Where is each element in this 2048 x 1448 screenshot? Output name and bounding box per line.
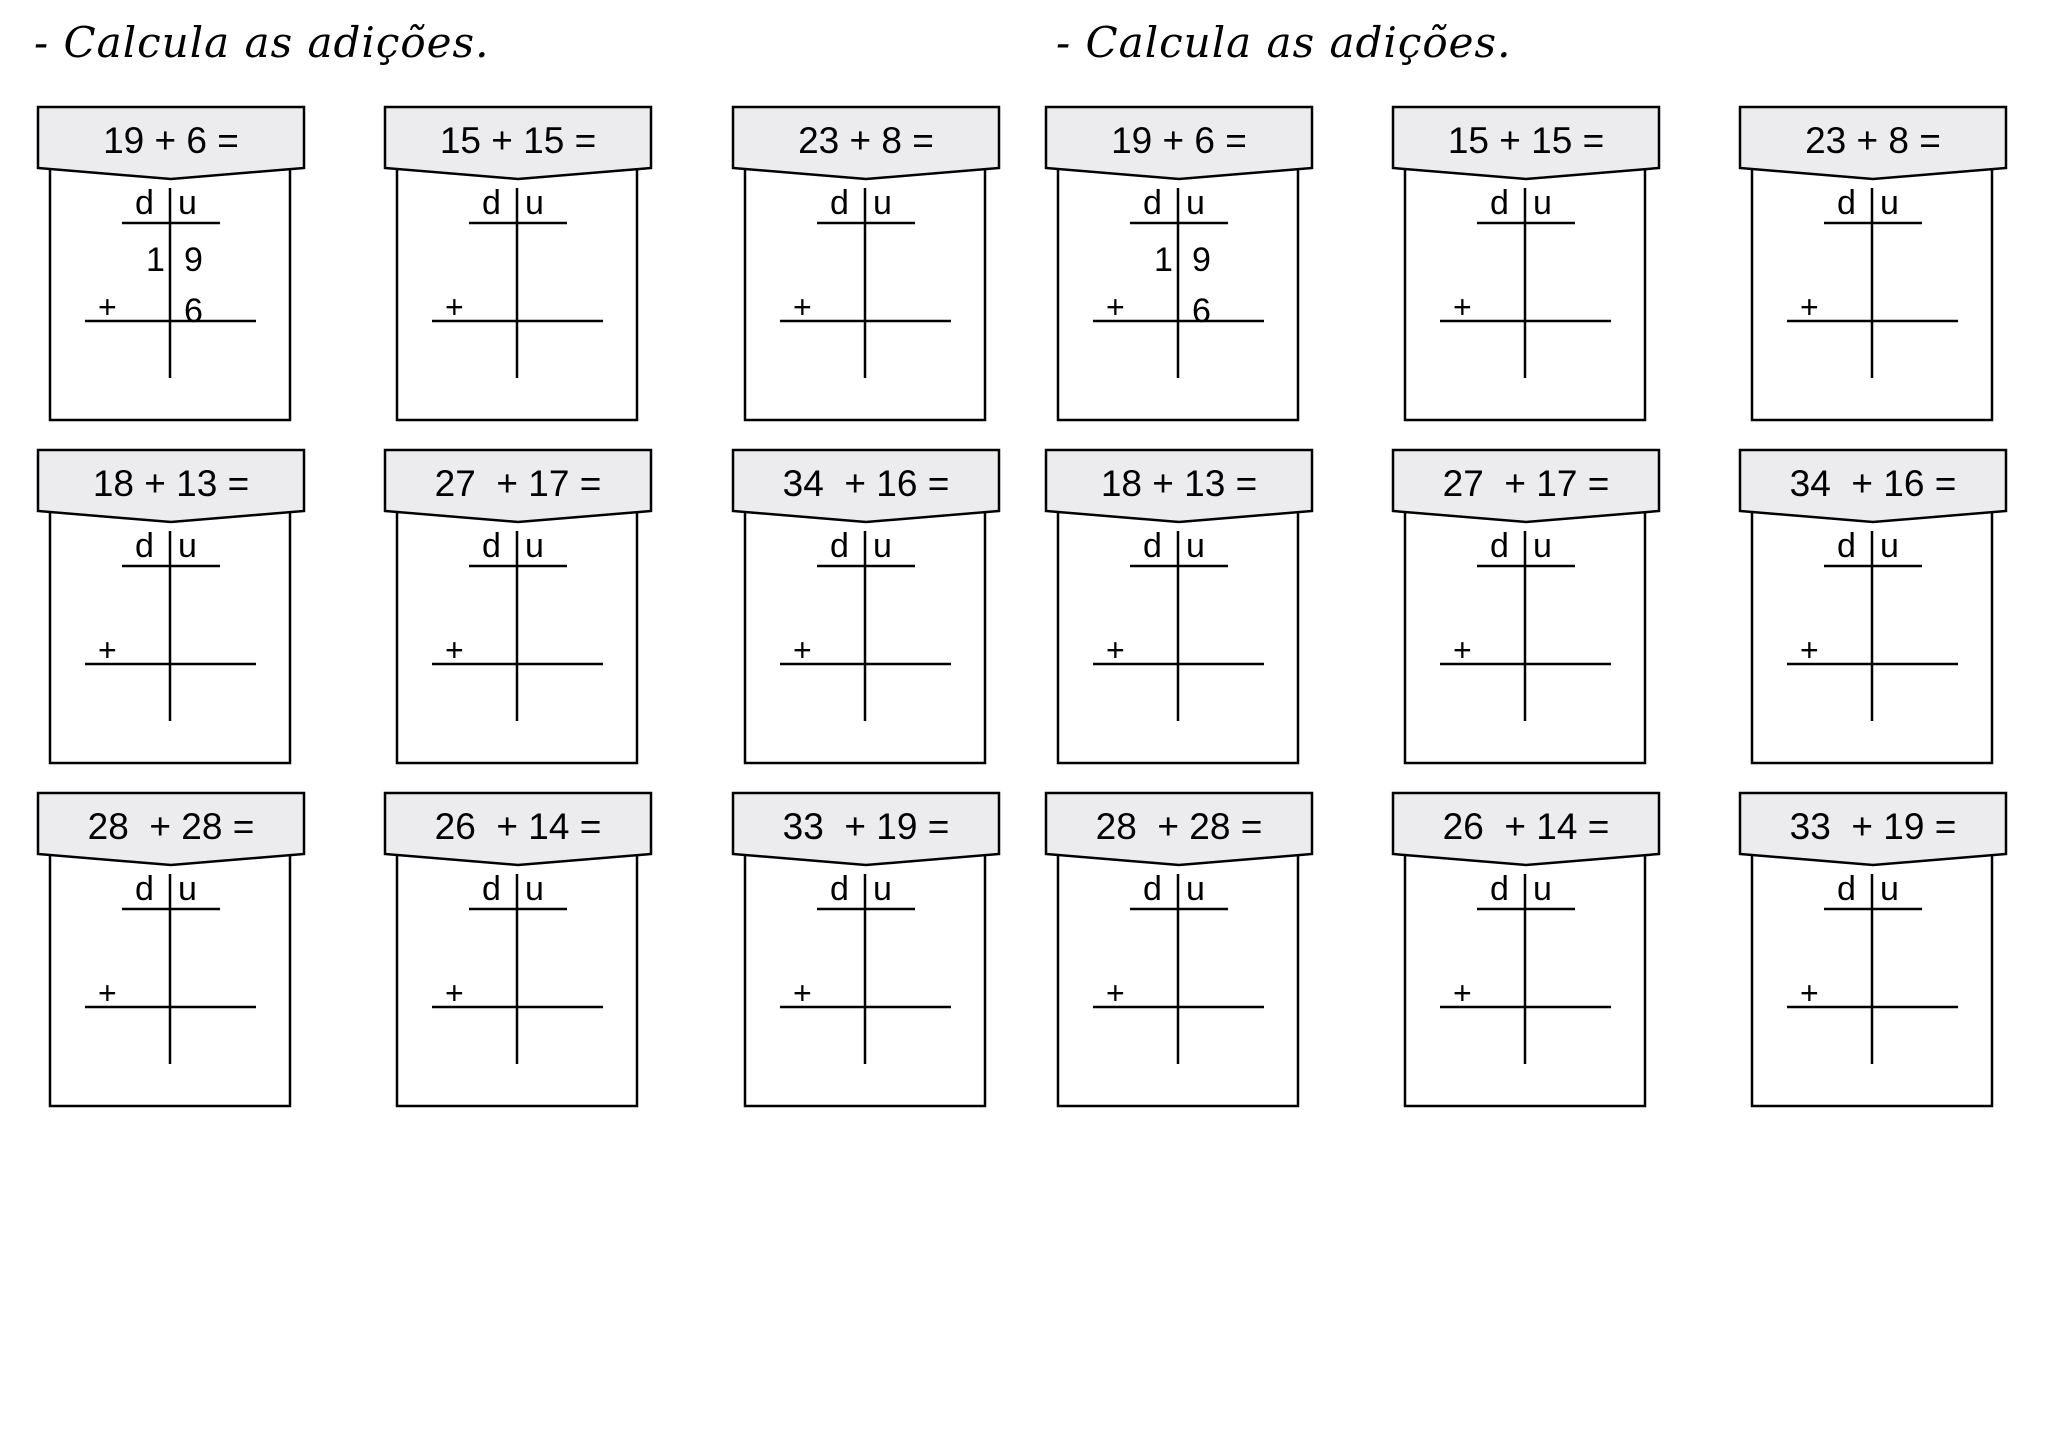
plus-sign: +	[445, 632, 464, 668]
addition-card	[1046, 106, 1312, 441]
equation-label: 27 + 17 =	[434, 463, 602, 504]
tens-column-label: d	[482, 870, 501, 908]
equation-label: 34 + 16 =	[1789, 463, 1957, 504]
units-column-label: u	[1186, 184, 1205, 222]
plus-sign: +	[98, 975, 117, 1011]
plus-sign: +	[793, 289, 812, 325]
plus-sign: +	[98, 632, 117, 668]
units-column-label: u	[1880, 527, 1899, 565]
equation-label: 19 + 6 =	[1111, 120, 1247, 161]
addition-card	[1393, 792, 1659, 1127]
tens-column-label: d	[482, 184, 501, 222]
tens-column-label: d	[135, 184, 154, 222]
plus-sign: +	[1453, 975, 1472, 1011]
addition-card	[1393, 106, 1659, 441]
tens-column-label: d	[1490, 870, 1509, 908]
instruction-heading-right: - Calcula as adições.	[1056, 18, 1512, 67]
addition-card	[1740, 106, 2006, 441]
equation-label: 23 + 8 =	[798, 120, 934, 161]
units-column-label: u	[1186, 870, 1205, 908]
equation-label: 28 + 28 =	[87, 806, 255, 847]
equation-label: 23 + 8 =	[1805, 120, 1941, 161]
addend-tens-digit: 1	[146, 241, 165, 279]
addition-card	[733, 792, 999, 1127]
units-column-label: u	[873, 184, 892, 222]
equation-label: 18 + 13 =	[1100, 463, 1258, 504]
plus-sign: +	[1106, 289, 1125, 325]
plus-sign: +	[1453, 632, 1472, 668]
equation-label: 18 + 13 =	[92, 463, 250, 504]
addition-card	[1393, 449, 1659, 784]
addend-units-digit: 9	[1192, 241, 1211, 279]
tens-column-label: d	[830, 184, 849, 222]
instruction-heading-left: - Calcula as adições.	[34, 18, 490, 67]
equation-label: 15 + 15 =	[1447, 120, 1605, 161]
units-column-label: u	[1186, 527, 1205, 565]
units-column-label: u	[178, 184, 197, 222]
addition-card	[385, 449, 651, 784]
units-column-label: u	[525, 870, 544, 908]
tens-column-label: d	[1490, 184, 1509, 222]
addition-card	[385, 106, 651, 441]
addition-card	[1046, 792, 1312, 1127]
plus-sign: +	[1106, 975, 1125, 1011]
units-column-label: u	[1533, 870, 1552, 908]
addition-card	[733, 106, 999, 441]
tens-column-label: d	[482, 527, 501, 565]
units-column-label: u	[1533, 527, 1552, 565]
units-column-label: u	[525, 184, 544, 222]
addition-card	[38, 449, 304, 784]
equation-label: 33 + 19 =	[782, 806, 950, 847]
units-column-label: u	[178, 870, 197, 908]
addition-card	[1740, 792, 2006, 1127]
addition-card	[1740, 449, 2006, 784]
plus-sign: +	[1800, 289, 1819, 325]
addition-card	[733, 449, 999, 784]
equation-label: 34 + 16 =	[782, 463, 950, 504]
tens-column-label: d	[1143, 870, 1162, 908]
tens-column-label: d	[1143, 527, 1162, 565]
tens-column-label: d	[1837, 184, 1856, 222]
tens-column-label: d	[1837, 527, 1856, 565]
addition-card	[385, 792, 651, 1127]
units-column-label: u	[1880, 870, 1899, 908]
plus-sign: +	[1800, 632, 1819, 668]
addition-card	[38, 792, 304, 1127]
units-column-label: u	[1880, 184, 1899, 222]
equation-label: 28 + 28 =	[1095, 806, 1263, 847]
second-addend-units-digit: 6	[184, 292, 203, 330]
tens-column-label: d	[135, 870, 154, 908]
equation-label: 26 + 14 =	[434, 806, 602, 847]
tens-column-label: d	[830, 870, 849, 908]
plus-sign: +	[445, 975, 464, 1011]
equation-label: 19 + 6 =	[103, 120, 239, 161]
second-addend-units-digit: 6	[1192, 292, 1211, 330]
plus-sign: +	[445, 289, 464, 325]
addition-card	[1046, 449, 1312, 784]
addend-units-digit: 9	[184, 241, 203, 279]
units-column-label: u	[873, 870, 892, 908]
units-column-label: u	[1533, 184, 1552, 222]
plus-sign: +	[1106, 632, 1125, 668]
units-column-label: u	[525, 527, 544, 565]
addend-tens-digit: 1	[1154, 241, 1173, 279]
equation-label: 15 + 15 =	[439, 120, 597, 161]
tens-column-label: d	[135, 527, 154, 565]
tens-column-label: d	[1490, 527, 1509, 565]
plus-sign: +	[793, 632, 812, 668]
tens-column-label: d	[1837, 870, 1856, 908]
equation-label: 27 + 17 =	[1442, 463, 1610, 504]
plus-sign: +	[98, 289, 117, 325]
units-column-label: u	[873, 527, 892, 565]
plus-sign: +	[1453, 289, 1472, 325]
units-column-label: u	[178, 527, 197, 565]
plus-sign: +	[793, 975, 812, 1011]
tens-column-label: d	[1143, 184, 1162, 222]
addition-card	[38, 106, 304, 441]
tens-column-label: d	[830, 527, 849, 565]
plus-sign: +	[1800, 975, 1819, 1011]
equation-label: 33 + 19 =	[1789, 806, 1957, 847]
equation-label: 26 + 14 =	[1442, 806, 1610, 847]
